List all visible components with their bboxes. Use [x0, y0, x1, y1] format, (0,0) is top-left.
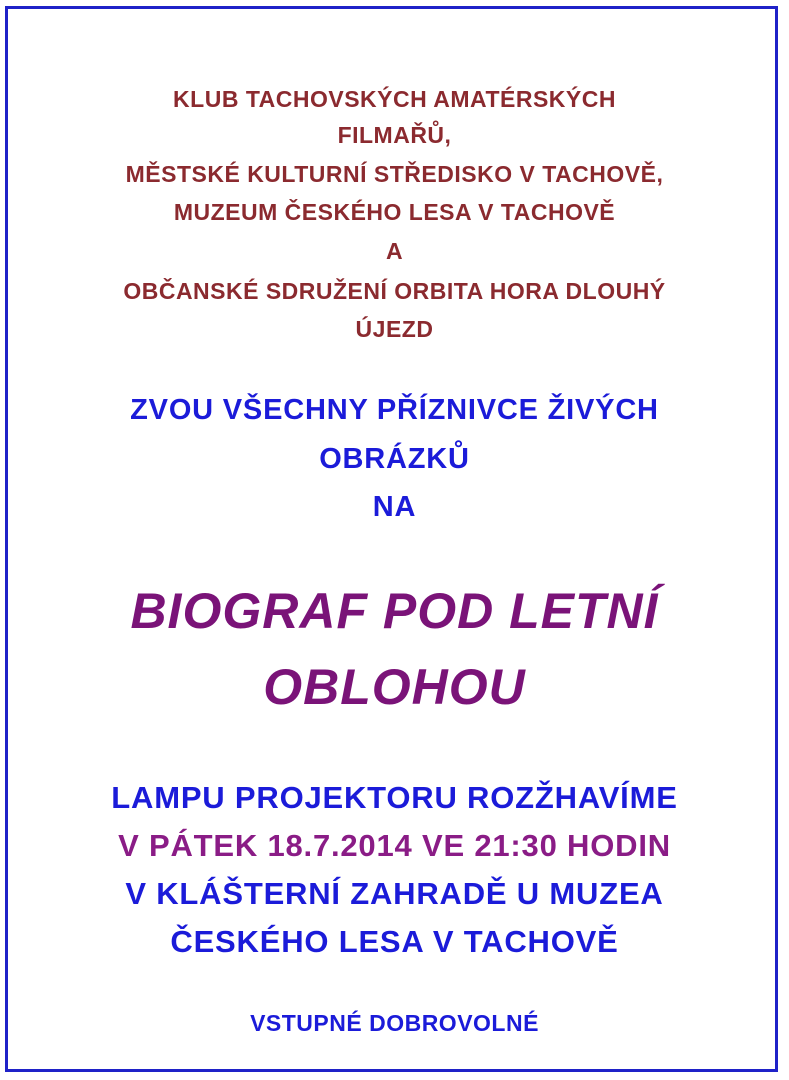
organizer-line-7: ÚJEZD [355, 316, 434, 342]
invitation-line-1: ZVOU VŠECHNY PŘÍZNIVCE ŽIVÝCH [130, 394, 659, 426]
organizer-line-1: KLUB TACHOVSKÝCH AMATÉRSKÝCH [173, 86, 616, 112]
details-line-3: V KLÁŠTERNÍ ZAHRADĚ U MUZEA [125, 876, 664, 911]
organizer-line-3: MĚSTSKÉ KULTURNÍ STŘEDISKO V TACHOVĚ, [125, 161, 664, 187]
organizer-line-6: OBČANSKÉ SDRUŽENÍ ORBITA HORA DLOUHÝ [123, 278, 666, 304]
details-line-2: V PÁTEK 18.7.2014 VE 21:30 HODIN [118, 828, 671, 863]
event-title-line-2: OBLOHOU [263, 659, 526, 715]
organizer-line-2: FILMAŘŮ, [337, 122, 452, 148]
invitation-line-3: NA [372, 491, 417, 523]
details-line-4: ČESKÉHO LESA V TACHOVĚ [170, 924, 619, 959]
details-line-1: LAMPU PROJEKTORU ROZŽHAVÍME [111, 780, 678, 815]
admission-text: VSTUPNÉ DOBROVOLNÉ [250, 1010, 539, 1036]
invitation-line-2: OBRÁZKŮ [319, 443, 470, 475]
organizer-line-4: MUZEUM ČESKÉHO LESA V TACHOVĚ [173, 199, 616, 225]
organizer-line-5: A [385, 238, 404, 264]
event-title-line-1: BIOGRAF POD LETNÍ [130, 583, 659, 639]
